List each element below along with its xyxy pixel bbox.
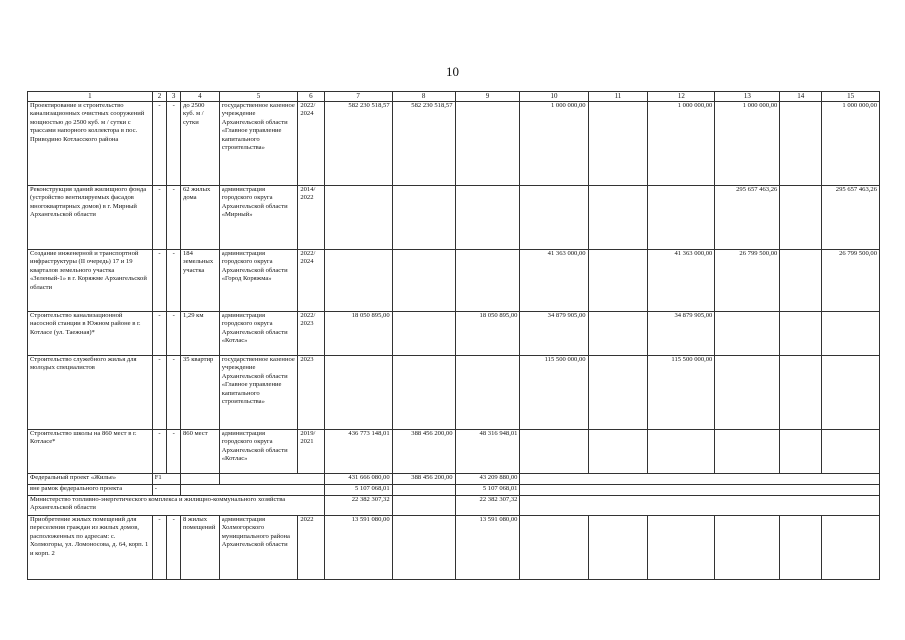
cell-c10: 1 000 000,00 <box>520 102 588 186</box>
header-cell: 1 <box>28 92 153 102</box>
project-name: Проектирование и строительство канализационных очистных сооружений мощностью до 2500 куб. м / сутки с трассами напорного коллектора в пос. Приводино Котласского района <box>28 102 153 186</box>
cell-c12 <box>648 430 715 474</box>
cell-c14 <box>780 312 822 356</box>
customer: государственное казенное учреждение Архангельской области «Главное управление капитального строительства» <box>219 102 298 186</box>
years: 2022 <box>298 516 324 580</box>
cell-c9 <box>455 356 520 430</box>
outside-project-name: вне рамок федерального проекта <box>28 485 153 496</box>
cell-c15 <box>822 356 880 430</box>
cell-c14 <box>780 430 822 474</box>
cell-c7 <box>324 250 392 312</box>
cell-c15 <box>822 312 880 356</box>
cell-c9: 22 382 307,32 <box>455 496 520 516</box>
cell-c11 <box>588 312 648 356</box>
cell-c11 <box>588 186 648 250</box>
cell-c15 <box>822 430 880 474</box>
customer: администрация городского округа Архангельской области «Котлас» <box>219 312 298 356</box>
cell-c3: - <box>167 186 181 250</box>
cell-c10 <box>520 186 588 250</box>
cell-c7: 5 107 068,01 <box>324 485 392 496</box>
cell-c3: - <box>167 516 181 580</box>
header-cell: 4 <box>180 92 219 102</box>
cell-c7: 431 666 080,00 <box>324 474 392 485</box>
cell-c10 <box>520 430 588 474</box>
cell-c3: - <box>167 312 181 356</box>
cell-c11 <box>588 430 648 474</box>
capacity: 8 жилых помещений <box>180 516 219 580</box>
cell-c10: 34 879 905,00 <box>520 312 588 356</box>
header-cell: 15 <box>822 92 880 102</box>
years: 2022/ 2024 <box>298 250 324 312</box>
cell-c9: 13 591 080,00 <box>455 516 520 580</box>
cell-c14 <box>780 102 822 186</box>
cell-c10: 115 500 000,00 <box>520 356 588 430</box>
cell-c13: 295 657 463,26 <box>715 186 780 250</box>
header-cell: 12 <box>648 92 715 102</box>
cell-c9 <box>455 186 520 250</box>
customer: администрация городского округа Архангельской области «Город Коряжма» <box>219 250 298 312</box>
cell-c8 <box>392 186 455 250</box>
years: 2022/ 2023 <box>298 312 324 356</box>
customer: администрация городского округа Архангельской области «Мирный» <box>219 186 298 250</box>
table-row <box>28 430 880 474</box>
cell-c11 <box>588 250 648 312</box>
cell-c12: 41 363 000,00 <box>648 250 715 312</box>
federal-project-name: Федеральный проект «Жилье» <box>28 474 153 485</box>
project-name: Реконструкция зданий жилищного фонда (устройство вентилируемых фасадов многоквартирных домов) в г. Мирный Архангельской области <box>28 186 153 250</box>
cell-c8 <box>392 250 455 312</box>
project-name: Строительство служебного жилья для молодых специалистов <box>28 356 153 430</box>
cell-c13: 26 799 500,00 <box>715 250 780 312</box>
table-row <box>28 250 880 312</box>
cell-c3: - <box>167 430 181 474</box>
years: 2023 <box>298 356 324 430</box>
cell-c12: 1 000 000,00 <box>648 102 715 186</box>
cell-c9: 5 107 068,01 <box>455 485 520 496</box>
cell-c12: 34 879 905,00 <box>648 312 715 356</box>
project-name: Строительство канализационной насосной станции в Южном районе в г. Котласе (ул. Таежная)* <box>28 312 153 356</box>
table-row <box>28 356 880 430</box>
cell-c13 <box>715 312 780 356</box>
cell-c3: - <box>167 356 181 430</box>
customer: государственное казенное учреждение Архангельской области «Главное управление капитального строительства» <box>219 356 298 430</box>
header-cell: 5 <box>219 92 298 102</box>
cell-c2: - <box>152 250 167 312</box>
cell-c8: 582 230 518,57 <box>392 102 455 186</box>
cell-c14 <box>780 250 822 312</box>
project-name: Строительство школы на 860 мест в г. Котласе* <box>28 430 153 474</box>
table-row <box>28 516 880 580</box>
header-cell: 7 <box>324 92 392 102</box>
header-cell: 11 <box>588 92 648 102</box>
header-cell: 13 <box>715 92 780 102</box>
header-cell: 10 <box>520 92 588 102</box>
cell-c2: - <box>152 430 167 474</box>
federal-project-code: F1 <box>152 474 180 485</box>
cell-c11 <box>588 356 648 430</box>
cell-c7: 582 230 518,57 <box>324 102 392 186</box>
cell-c13: 1 000 000,00 <box>715 102 780 186</box>
cell-c3: - <box>167 250 181 312</box>
capacity: 35 квартир <box>180 356 219 430</box>
cell-c2: - <box>152 102 167 186</box>
header-cell: 6 <box>298 92 324 102</box>
header-cell: 3 <box>167 92 181 102</box>
table-row <box>28 312 880 356</box>
header-cell: 8 <box>392 92 455 102</box>
ministry-row <box>28 496 880 516</box>
cell-c9: 43 209 880,00 <box>455 474 520 485</box>
ministry-name: Министерство топливно-энергетического комплекса и жилищно-коммунального хозяйства Архангельской области <box>28 496 325 516</box>
cell-c7: 22 382 307,32 <box>324 496 392 516</box>
cell-c9 <box>455 102 520 186</box>
table-row <box>28 102 880 186</box>
years: 2014/ 2022 <box>298 186 324 250</box>
cell-c7: 18 050 895,00 <box>324 312 392 356</box>
page-number: 10 <box>446 64 459 79</box>
cell-c15: 295 657 463,26 <box>822 186 880 250</box>
header-cell: 2 <box>152 92 167 102</box>
capacity: 1,29 км <box>180 312 219 356</box>
cell-c9 <box>455 250 520 312</box>
capacity: 184 земельных участка <box>180 250 219 312</box>
cell-c15: 26 799 500,00 <box>822 250 880 312</box>
cell-c12 <box>648 186 715 250</box>
years: 2019/ 2021 <box>298 430 324 474</box>
cell-c2: - <box>152 356 167 430</box>
outside-project-row <box>28 485 880 496</box>
budget-table <box>27 91 880 580</box>
cell-c2: - <box>152 186 167 250</box>
cell-c7: 13 591 080,00 <box>324 516 392 580</box>
project-name: Создание инженерной и транспортной инфраструктуры (II очередь) 17 и 19 кварталов земельного участка «Зеленый-1» в г. Коряжме Архангельской области <box>28 250 153 312</box>
cell-c2: - <box>152 516 167 580</box>
capacity: 62 жилых дома <box>180 186 219 250</box>
cell-c10: 41 363 000,00 <box>520 250 588 312</box>
cell-c9: 48 316 948,01 <box>455 430 520 474</box>
header-cell: 14 <box>780 92 822 102</box>
cell-c14 <box>780 186 822 250</box>
cell-c15: 1 000 000,00 <box>822 102 880 186</box>
cell-c8 <box>392 312 455 356</box>
cell-c8: 388 456 200,00 <box>392 474 455 485</box>
cell-c7: 436 773 148,01 <box>324 430 392 474</box>
years: 2022/ 2024 <box>298 102 324 186</box>
customer: администрация городского округа Архангельской области «Котлас» <box>219 430 298 474</box>
cell-c9: 18 050 895,00 <box>455 312 520 356</box>
header-cell: 9 <box>455 92 520 102</box>
cell-c7 <box>324 356 392 430</box>
customer: администрация Холмогорского муниципального района Архангельской области <box>219 516 298 580</box>
cell-c8: 388 456 200,00 <box>392 430 455 474</box>
federal-project-row <box>28 474 880 485</box>
header-row <box>28 92 880 102</box>
capacity: до 2500 куб. м / сутки <box>180 102 219 186</box>
cell-c12: 115 500 000,00 <box>648 356 715 430</box>
project-name: Приобретение жилых помещений для переселения граждан из жилых домов, расположенных по адресам: с. Холмогоры, ул. Ломоносова, д. 64, корп. 1 и корп. 2 <box>28 516 153 580</box>
capacity: 860 мест <box>180 430 219 474</box>
cell-c13 <box>715 430 780 474</box>
cell-c13 <box>715 356 780 430</box>
cell-c11 <box>588 102 648 186</box>
cell-c14 <box>780 356 822 430</box>
cell-c8 <box>392 356 455 430</box>
table-row <box>28 186 880 250</box>
outside-project-code: - <box>152 485 180 496</box>
cell-c3: - <box>167 102 181 186</box>
cell-c7 <box>324 186 392 250</box>
cell-c2: - <box>152 312 167 356</box>
